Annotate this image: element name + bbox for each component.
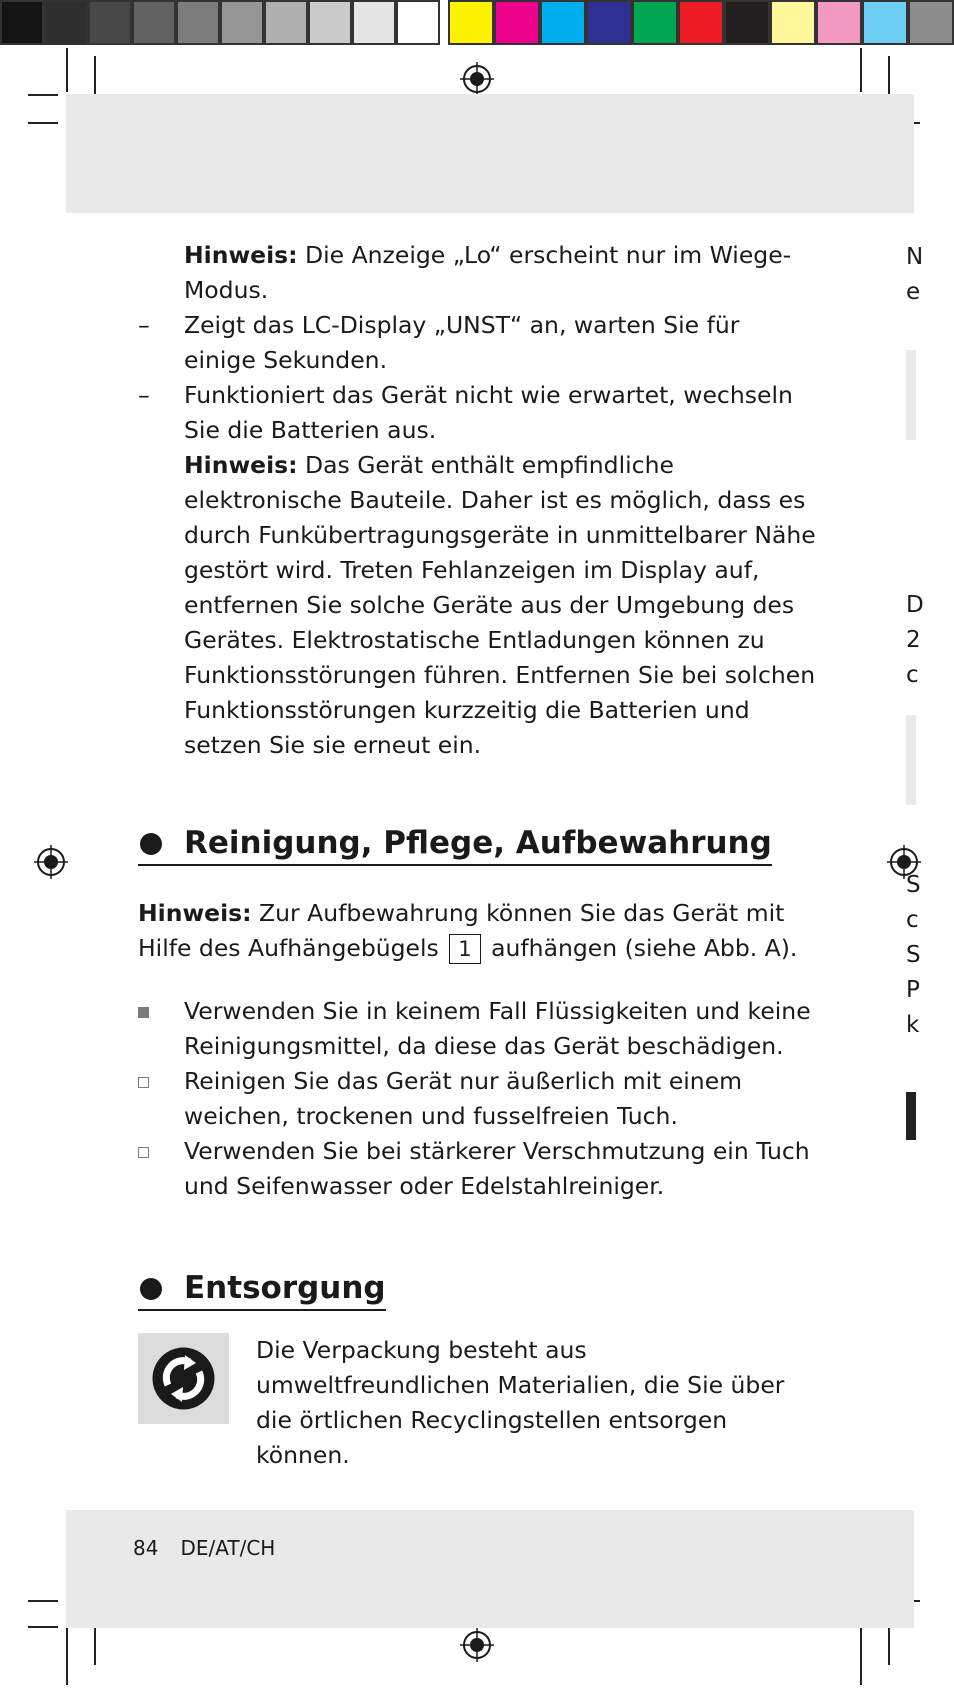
color-swatch [540, 0, 586, 45]
crop-mark [94, 1625, 96, 1665]
gray-swatch [176, 0, 220, 45]
text-fragment: 2 [906, 627, 921, 653]
note-lo-mode [138, 238, 818, 308]
crop-mark [28, 94, 58, 96]
crop-mark [860, 1625, 862, 1685]
note-text: Die Anzeige „Lo“ erscheint nur im Wiege-Modus. [184, 241, 792, 304]
color-swatch [862, 0, 908, 45]
green-dot-recycling-icon [138, 1333, 229, 1424]
section-heading-disposal [138, 1268, 818, 1311]
crop-mark [888, 1625, 890, 1665]
note-label: Hinweis: [138, 899, 252, 927]
list-item-text: Verwenden Sie in keinem Fall Flüssigkeiten und keine Reinigungsmittel, da diese das Gerät beschädigen. [184, 997, 811, 1060]
dash-marker: – [138, 311, 150, 339]
note-text: aufhängen (siehe Abb. A). [483, 934, 798, 962]
heading-bullet-icon [140, 833, 162, 855]
square-bullet-empty-icon [138, 1077, 149, 1088]
square-bullet-filled-icon [138, 1007, 149, 1018]
gray-swatch [132, 0, 176, 45]
text-fragment: N [906, 244, 924, 270]
crop-mark [28, 122, 58, 124]
page-content [138, 238, 818, 1473]
registration-mark-icon [460, 1628, 494, 1662]
heading-text: Entsorgung [184, 1268, 386, 1311]
part-reference-badge: 1 [449, 934, 480, 964]
list-item [138, 1064, 818, 1134]
color-swatch [632, 0, 678, 45]
note-label: Hinweis: [184, 241, 298, 269]
note-text: Zur Aufbewahrung können Sie das Gerät mit Hilfe des Aufhängebügels [138, 899, 785, 962]
color-swatch [494, 0, 540, 45]
list-item [138, 994, 818, 1064]
list-item [138, 308, 818, 378]
list-item [138, 378, 818, 448]
gray-swatch [44, 0, 88, 45]
crop-mark [28, 1626, 58, 1628]
gray-swatch [396, 0, 440, 45]
note-text: Das Gerät enthält empfindliche elektronische Bauteile. Daher ist es möglich, dass es durch Funkübertragungsgeräte in unmittelbarer Nähe gestört wird. Treten Fehlanzeigen im Display auf, entfernen Sie solche Geräte aus der Umgebung des Gerätes. Elektrostatische Entladungen können zu Funktionsstörungen führen. Entfernen Sie bei solchen Funktionsstörungen kurzzeitig die Batterien und setzen Sie sie erneut ein. [184, 451, 816, 759]
text-fragment: k [906, 1012, 920, 1038]
gray-swatch [88, 0, 132, 45]
color-swatch [678, 0, 724, 45]
disposal-text: Die Verpackung besteht aus umweltfreundlichen Materialien, die Sie über die örtlichen Recyclingstellen entsorgen können. [256, 1336, 785, 1469]
text-fragment: e [906, 279, 921, 305]
disposal-block [138, 1333, 818, 1473]
color-swatch [770, 0, 816, 45]
list-item-text: Reinigen Sie das Gerät nur äußerlich mit einem weichen, trockenen und fusselfreien Tuch. [184, 1067, 743, 1130]
list-item-text: Verwenden Sie bei stärkerer Verschmutzung ein Tuch und Seifenwasser oder Edelstahlreiniger. [184, 1137, 810, 1200]
region-label: DE/AT/CH [180, 1536, 276, 1560]
gray-swatch [308, 0, 352, 45]
text-fragment: D [906, 592, 924, 618]
text-fragment: P [906, 977, 920, 1003]
crop-mark [66, 1625, 68, 1685]
note-label: Hinweis: [184, 451, 298, 479]
storage-note [138, 896, 818, 966]
list-item-text: Zeigt das LC-Display „UNST“ an, warten Sie für einige Sekunden. [184, 311, 740, 374]
crop-mark [860, 48, 862, 92]
text-fragment: S [906, 942, 921, 968]
gray-swatch [352, 0, 396, 45]
note-interference [138, 448, 818, 763]
page-footer [133, 1536, 297, 1560]
adjacent-page-fragment [904, 230, 954, 1130]
page-number: 84 [133, 1536, 159, 1560]
color-swatch [724, 0, 770, 45]
heading-bullet-icon [140, 1278, 162, 1300]
text-fragment: c [906, 907, 919, 933]
header-band [66, 94, 914, 213]
color-swatch [816, 0, 862, 45]
list-item [138, 1134, 818, 1204]
color-swatch [908, 0, 954, 45]
heading-text: Reinigung, Pflege, Aufbewahrung [184, 823, 772, 866]
crop-mark [28, 1600, 58, 1602]
color-swatch [448, 0, 494, 45]
footer-band [66, 1510, 914, 1628]
registration-mark-icon [34, 845, 68, 879]
gray-swatch [220, 0, 264, 45]
text-fragment: c [906, 662, 919, 688]
print-color-bar [0, 0, 954, 48]
list-item-text: Funktioniert das Gerät nicht wie erwartet, wechseln Sie die Batterien aus. [184, 381, 793, 444]
registration-mark-icon [460, 62, 494, 96]
square-bullet-empty-icon [138, 1147, 149, 1158]
dash-marker: – [138, 381, 150, 409]
section-heading-cleaning [138, 823, 818, 866]
crop-mark [66, 48, 68, 92]
color-swatch [586, 0, 632, 45]
text-fragment: S [906, 872, 921, 898]
gray-swatch [264, 0, 308, 45]
gray-swatch [0, 0, 44, 45]
